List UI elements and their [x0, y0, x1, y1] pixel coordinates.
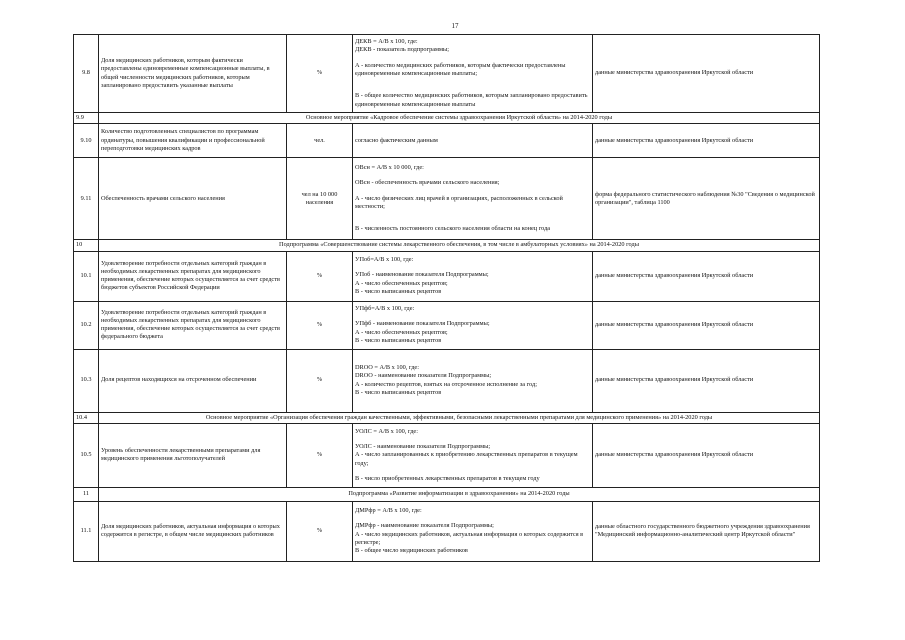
- table-row: [74, 423, 820, 487]
- formula-line: А - число медицинских работников, актуальная информация о которых содержится в регистре;: [355, 530, 584, 547]
- data-source: данные министерства здравоохранения Иркутской области: [593, 124, 820, 158]
- unit-cell: %: [287, 251, 353, 301]
- indicator-name: Доля рецептов находящихся на отсроченном обеспечении: [99, 349, 287, 412]
- formula-cell: [353, 35, 593, 113]
- row-number: 10.1: [74, 251, 99, 301]
- formula-line: В - число приобретенных лекарственных препаратов в текущем году: [355, 474, 540, 482]
- indicator-name: Доля медицинских работников, актуальная информация о которых содержится в регистре, в общем числе медицинских работников: [99, 501, 287, 561]
- row-number: 9.11: [74, 158, 99, 240]
- formula-cell: [353, 301, 593, 349]
- formula-line: ДМРфр - наименование показателя Подпрограммы;: [355, 522, 494, 530]
- table-row: [74, 158, 820, 240]
- formula-line: УОЛС - наименование показателя Подпрограммы;: [355, 442, 491, 450]
- formula-line: ДМРфр = А/В х 100, где:: [355, 507, 422, 515]
- formula-line: УПфб - наименование показателя Подпрограммы;: [355, 320, 490, 328]
- table-row: [74, 124, 820, 158]
- row-number: 9.8: [74, 35, 99, 113]
- row-number: 10.5: [74, 423, 99, 487]
- formula-line: А - число физических лиц врачей в организациях, расположенных в сельской местности;: [355, 194, 563, 210]
- table-row: [74, 35, 820, 113]
- formula-line: В - численность постоянного сельского населения области на конец года: [355, 225, 551, 233]
- section-row: [74, 412, 820, 423]
- formula-cell: [353, 251, 593, 301]
- section-row: [74, 487, 820, 501]
- section-row: [74, 113, 820, 124]
- data-source: данные министерства здравоохранения Иркутской области: [593, 35, 820, 113]
- formula-line: А - число запланированных к приобретению лекарственных препаратов в текущем году;: [355, 451, 578, 467]
- page-number: 17: [451, 22, 459, 30]
- section-row: [74, 240, 820, 251]
- formula-cell: [353, 349, 593, 412]
- formula-line: ОВсн = А/В х 10 000, где:: [355, 164, 424, 172]
- indicator-name: Удовлетворение потребности отдельных категорий граждан в необходимых лекарственных препаратах для медицинского применения, обеспечение которых осуществляется за счет средств федерального бюджета: [99, 301, 287, 349]
- formula-line: DROO - наименование показателя Подпрограммы;: [355, 372, 492, 380]
- formula-line: УПфб=А/В х 100, где:: [355, 305, 415, 312]
- row-number: 10.3: [74, 349, 99, 412]
- formula-cell: согласно фактическим данным: [353, 124, 593, 158]
- unit-cell: чел на 10 000 населения: [287, 158, 353, 240]
- section-title: Подпрограмма «Совершенствование системы лекарственного обеспечения, в том числе в амбулаторных условиях» на 2014-2020 годы: [99, 240, 820, 251]
- unit-cell: %: [287, 501, 353, 561]
- table-row: [74, 349, 820, 412]
- section-title: Основное мероприятие «Кадровое обеспечение системы здравоохранения Иркутской области» на 2014-2020 годы: [99, 113, 820, 124]
- row-number: 10.4: [74, 412, 99, 423]
- row-number: 9.10: [74, 124, 99, 158]
- formula-line: А - количество рецептов, взятых на отсроченное исполнение за год;: [355, 380, 537, 388]
- indicator-name: Уровень обеспеченности лекарственными препаратами для медицинского применения льготополучателей: [99, 423, 287, 487]
- unit-cell: %: [287, 301, 353, 349]
- formula-line: УПоб=А/В х 100, где:: [355, 256, 414, 263]
- formula-line: В - общее число медицинских работников: [355, 547, 468, 555]
- formula-line: А - количество медицинских работников, которым фактически предоставлены единовременные компенсационные выплаты;: [355, 61, 566, 77]
- data-source: данные министерства здравоохранения Иркутской области: [593, 301, 820, 349]
- formula-line: УПоб - наименование показателя Подпрограммы;: [355, 271, 489, 279]
- row-number: 10: [74, 240, 99, 251]
- formula-line: ДЕКВ - показатель подпрограммы;: [355, 46, 450, 54]
- unit-cell: %: [287, 423, 353, 487]
- indicator-name: Обеспеченность врачами сельского населения: [99, 158, 287, 240]
- data-source: данные областного государственного бюджетного учреждения здравоохранения "Медицинский информационно-аналитический центр Иркутской области": [593, 501, 820, 561]
- unit-cell: %: [287, 349, 353, 412]
- data-source: данные министерства здравоохранения Иркутской области: [593, 349, 820, 412]
- formula-cell: [353, 501, 593, 561]
- data-source: форма федерального статистического наблюдения №30 "Сведения о медицинской организации", таблица 1100: [593, 158, 820, 240]
- formula-line: DROO = А/В х 100, где:: [355, 364, 419, 371]
- formula-line: В - общее количество медицинских работников, которым запланировано предоставить единовременные компенсационные выплаты: [355, 92, 588, 108]
- formula-line: А - число обеспеченных рецептов;: [355, 279, 448, 287]
- data-source: данные министерства здравоохранения Иркутской области: [593, 423, 820, 487]
- formula-line: ДЕКВ = А/В х 100, где:: [355, 38, 418, 46]
- row-number: 11.1: [74, 501, 99, 561]
- unit-cell: %: [287, 35, 353, 113]
- table-row: [74, 501, 820, 561]
- formula-line: УОЛС = А/В х 100, где:: [355, 427, 418, 435]
- formula-line: В - число выписанных рецептов: [355, 388, 442, 396]
- formula-line: В - число выписанных рецептов: [355, 336, 442, 344]
- row-number: 9.9: [74, 113, 99, 124]
- row-number: 10.2: [74, 301, 99, 349]
- table-row: [74, 251, 820, 301]
- row-number: 11: [74, 487, 99, 501]
- indicator-name: Удовлетворение потребности отдельных категорий граждан в необходимых лекарственных препаратах для медицинского применения, обеспечение которых осуществляется за счет средств бюджетов субъектов Российской Федерации: [99, 251, 287, 301]
- section-title: Подпрограмма «Развитие информатизации в здравоохранении» на 2014-2020 годы: [99, 487, 820, 501]
- formula-cell: [353, 423, 593, 487]
- formula-cell: [353, 158, 593, 240]
- indicator-name: Количество подготовленных специалистов по программам ординатуры, повышения квалификации и профессиональной переподготовки медицинских кадров: [99, 124, 287, 158]
- section-title: Основное мероприятие «Организация обеспечения граждан качественными, эффективными, безопасными лекарственными препаратами для медицинского применения» на 2014-2020 годы: [99, 412, 820, 423]
- unit-cell: чел.: [287, 124, 353, 158]
- formula-line: ОВсн - обеспеченность врачами сельского населения;: [355, 179, 500, 187]
- data-source: данные министерства здравоохранения Иркутской области: [593, 251, 820, 301]
- indicators-table: [73, 34, 820, 562]
- table-row: [74, 301, 820, 349]
- indicator-name: Доля медицинских работников, которым фактически предоставлены единовременные компенсационные выплаты, в общей численности медицинских работников, которым запланировано предоставить указанные выплаты: [99, 35, 287, 113]
- formula-line: В - число выписанных рецептов: [355, 287, 442, 295]
- formula-line: А - число обеспеченных рецептов;: [355, 328, 448, 336]
